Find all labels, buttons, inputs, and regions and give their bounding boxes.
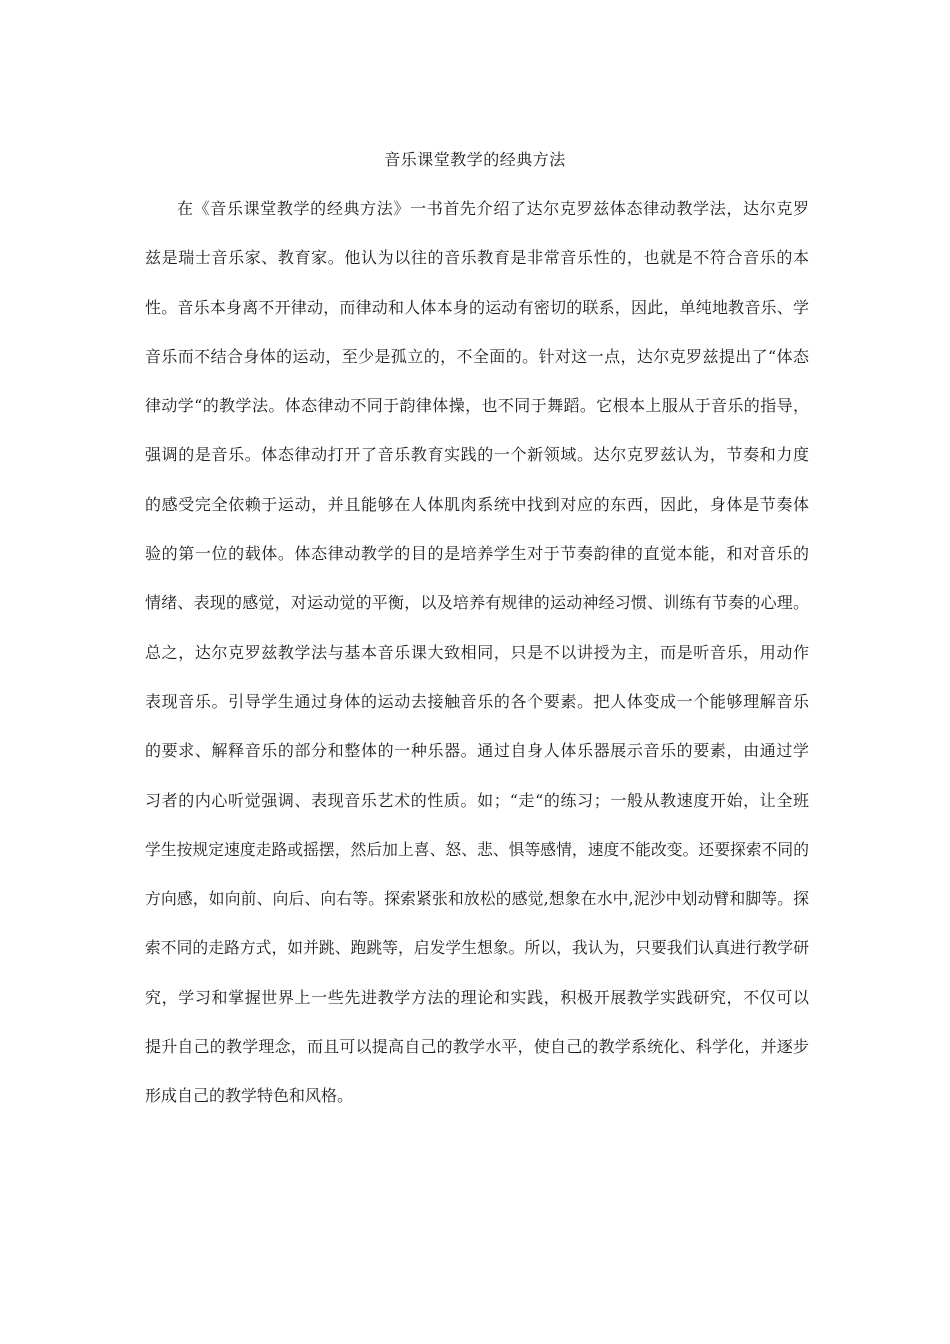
- body-line: 提升自己的教学理念，而且可以提高自己的教学水平，使自己的教学系统化、科学化，并逐步: [145, 1037, 809, 1057]
- body-line: 的感受完全依赖于运动，并且能够在人体肌肉系统中找到对应的东西，因此，身体是节奏体: [145, 494, 809, 514]
- body-line: 在《音乐课堂教学的经典方法》一书首先介绍了达尔克罗兹体态律动教学法，达尔克罗: [177, 199, 809, 218]
- body-line: 究，学习和掌握世界上一些先进教学方法的理论和实践，积极开展教学实践研究，不仅可以: [145, 987, 809, 1007]
- body-line: 表现音乐。引导学生通过身体的运动去接触音乐的各个要素。把人体变成一个能够理解音乐: [145, 691, 809, 711]
- body-line: 性。音乐本身离不开律动，而律动和人体本身的运动有密切的联系，因此，单纯地教音乐、学: [145, 297, 809, 317]
- body-line: 强调的是音乐。体态律动打开了音乐教育实践的一个新领域。达尔克罗兹认为，节奏和力度: [145, 445, 809, 465]
- document-title: 音乐课堂教学的经典方法: [384, 150, 566, 169]
- body-line: 总之，达尔克罗兹教学法与基本音乐课大致相同，只是不以讲授为主，而是听音乐，用动作: [145, 642, 809, 662]
- body-line: 验的第一位的载体。体态律动教学的目的是培养学生对于节奏韵律的直觉本能，和对音乐的: [145, 544, 809, 564]
- body-line: 形成自己的教学特色和风格。: [145, 1086, 354, 1106]
- body-line: 的要求、解释音乐的部分和整体的一种乐器。通过自身人体乐器展示音乐的要素，由通过学: [145, 741, 809, 761]
- body-line: 习者的内心听觉强调、表现音乐艺术的性质。如；“走“的练习；一般从教速度开始，让全班: [145, 790, 809, 810]
- body-line: 方向感，如向前、向后、向右等。探索紧张和放松的感觉,想象在水中,泥沙中划动臂和脚等。探: [145, 889, 809, 909]
- body-line: 学生按规定速度走路或摇摆，然后加上喜、怒、悲、惧等感情，速度不能改变。还要探索不同的: [145, 839, 809, 859]
- body-line: 情绪、表现的感觉，对运动觉的平衡，以及培养有规律的运动神经习惯、训练有节奏的心理。: [145, 593, 809, 613]
- body-line: 索不同的走路方式，如并跳、跑跳等，启发学生想象。所以，我认为，只要我们认真进行教学研: [145, 938, 809, 958]
- document-body: [145, 196, 809, 1133]
- body-line: 兹是瑞士音乐家、教育家。他认为以往的音乐教育是非常音乐性的，也就是不符合音乐的本: [145, 248, 809, 268]
- body-line: 音乐而不结合身体的运动，至少是孤立的，不全面的。针对这一点，达尔克罗兹提出了“体态: [145, 346, 809, 366]
- body-line: 律动学“的教学法。体态律动不同于韵律体操，也不同于舞蹈。它根本上服从于音乐的指导，: [145, 396, 809, 416]
